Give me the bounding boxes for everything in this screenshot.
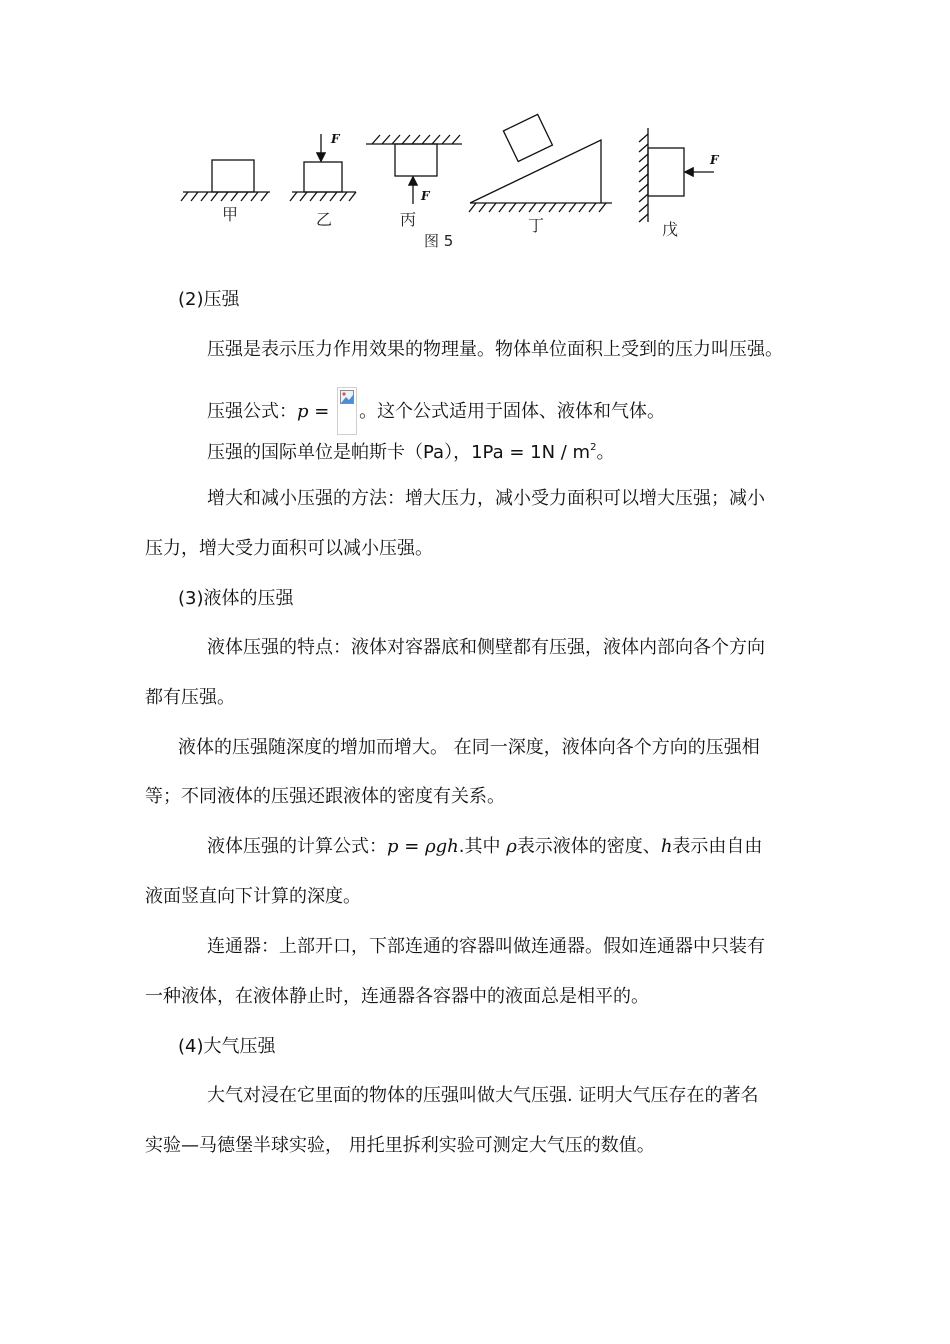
panel-label-jia: 甲	[222, 205, 239, 224]
section-heading-liquid-pressure: (3)液体的压强	[178, 588, 294, 609]
panel-jia	[181, 160, 270, 201]
panel-bing	[366, 135, 462, 204]
pressure-method-line-2: 压力，增大受力面积可以减小压强。	[145, 538, 433, 559]
liquid-formula-rho-desc: 表示液体的密度、	[516, 836, 661, 857]
liquid-formula-h-desc: 表示由自由	[672, 836, 763, 857]
pressure-definition: 压强是表示压力作用效果的物理量。物体单位面积上受到的压力叫压强。	[207, 339, 783, 360]
broken-image-icon	[340, 390, 354, 404]
panel-yi	[290, 134, 356, 201]
liquid-formula-h: h	[660, 836, 673, 857]
liquid-formula-p: p	[387, 836, 399, 857]
formula-suffix: 。这个公式适用于固体、液体和气体。	[359, 401, 666, 422]
formula-var-p: p	[297, 401, 309, 422]
atmospheric-line-2: 实验—马德堡半球实验， 用托里拆利实验可测定大气压的数值。	[145, 1135, 655, 1156]
liquid-depth-line-1: 液体的压强随深度的增加而增大。 在同一深度，液体向各个方向的压强相	[178, 737, 760, 758]
liquid-formula-rgh: ρgh	[425, 836, 459, 857]
figure-caption: 图 5	[424, 232, 454, 250]
liquid-feature-line-2: 都有压强。	[145, 687, 235, 708]
liquid-formula-rho: ρ	[506, 836, 517, 857]
force-label-yi: F	[331, 132, 340, 146]
panel-label-bing: 丙	[400, 210, 417, 229]
section-heading-pressure: (2)压强	[178, 289, 240, 310]
force-label-wu: F	[710, 153, 719, 167]
block-bing	[395, 144, 437, 176]
formula-prefix: 压强公式：	[207, 401, 297, 422]
unit-end: 。	[596, 442, 615, 463]
panel-wu	[639, 128, 714, 222]
block-jia	[212, 160, 254, 192]
incline-ding	[470, 140, 601, 203]
liquid-depth-line-2: 等；不同液体的压强还跟液体的密度有关系。	[145, 786, 505, 807]
liquid-formula-line	[207, 835, 762, 859]
figure-5	[0, 0, 950, 260]
force-label-bing: F	[421, 189, 430, 203]
panel-label-yi: 乙	[316, 210, 333, 229]
formula-eq: =	[308, 401, 336, 422]
connector-line-1: 连通器：上部开口，下部连通的容器叫做连通器。假如连通器中只装有	[207, 936, 765, 957]
block-wu	[648, 148, 684, 196]
pressure-formula-line	[207, 387, 666, 422]
liquid-feature-line-1: 液体压强的特点：液体对容器底和侧壁都有压强，液体内部向各个方向	[207, 637, 765, 658]
pressure-method-line-1: 增大和减小压强的方法：增大压力，减小受力面积可以增大压强；减小	[207, 488, 765, 509]
liquid-formula-eq: =	[398, 836, 426, 857]
liquid-formula-line-2: 液面竖直向下计算的深度。	[145, 886, 361, 907]
panel-label-wu: 戊	[662, 220, 679, 239]
panel-label-ding: 丁	[528, 216, 545, 235]
block-ding	[503, 114, 552, 161]
unit-exponent: 2	[590, 442, 597, 453]
panel-ding	[469, 114, 612, 212]
connector-line-2: 一种液体，在液体静止时，连通器各容器中的液面总是相平的。	[145, 986, 649, 1007]
atmospheric-line-1: 大气对浸在它里面的物体的压强叫做大气压强. 证明大气压存在的著名	[207, 1085, 759, 1106]
section-heading-atmospheric-pressure: (4)大气压强	[178, 1036, 276, 1057]
formula-image-placeholder	[337, 387, 357, 435]
unit-text: 压强的国际单位是帕斯卡（Pa），1Pa = 1N / m	[207, 442, 591, 463]
liquid-formula-label: 液体压强的计算公式：	[207, 836, 387, 857]
liquid-formula-where: .其中	[458, 836, 507, 857]
block-yi	[304, 162, 342, 192]
pressure-unit-line	[207, 436, 615, 463]
